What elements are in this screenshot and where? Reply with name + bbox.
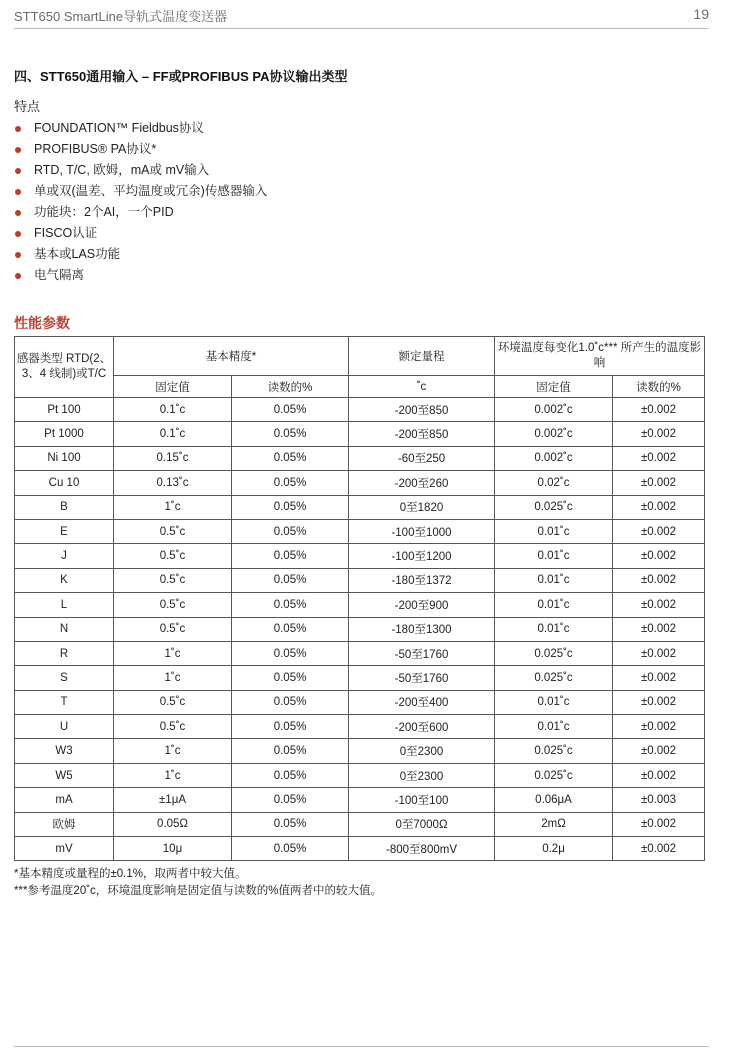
ambient-reading-cell: ±0.002 xyxy=(613,617,705,641)
ambient-reading-cell: ±0.002 xyxy=(613,568,705,592)
fixed-accuracy-cell: 0.5˚c xyxy=(114,593,232,617)
ambient-reading-cell: ±0.002 xyxy=(613,739,705,763)
header-title: STT650 SmartLine导轨式温度变送器 xyxy=(14,9,228,24)
unit-header: ˚c xyxy=(349,376,495,398)
range-cell: -100至100 xyxy=(349,788,495,812)
footer-divider xyxy=(14,1046,709,1047)
table-subheader-row xyxy=(15,376,705,398)
fixed-accuracy-cell: 1˚c xyxy=(114,666,232,690)
reading-accuracy-cell: 0.05% xyxy=(232,593,349,617)
performance-table xyxy=(14,336,705,861)
feature-item xyxy=(14,118,267,139)
range-cell: -200至600 xyxy=(349,715,495,739)
table-row xyxy=(15,495,705,519)
table-row xyxy=(15,617,705,641)
reading-accuracy-cell: 0.05% xyxy=(232,763,349,787)
fixed-accuracy-cell: 0.5˚c xyxy=(114,690,232,714)
range-cell: 0至1820 xyxy=(349,495,495,519)
sensor-cell: R xyxy=(15,641,114,665)
feature-text: FOUNDATION™ Fieldbus协议 xyxy=(34,121,204,135)
range-cell: -50至1760 xyxy=(349,641,495,665)
range-cell: -100至1000 xyxy=(349,519,495,543)
ambient-fixed-cell: 0.01˚c xyxy=(495,715,613,739)
table-row xyxy=(15,519,705,543)
sensor-cell: W3 xyxy=(15,739,114,763)
ambient-fixed-cell: 0.01˚c xyxy=(495,690,613,714)
reading-accuracy-cell: 0.05% xyxy=(232,666,349,690)
range-cell: -50至1760 xyxy=(349,666,495,690)
bullet-dot-icon xyxy=(15,147,21,153)
ambient-fixed-cell: 0.01˚c xyxy=(495,617,613,641)
reading-accuracy-cell: 0.05% xyxy=(232,641,349,665)
feature-text: RTD, T/C, 欧姆，mA或 mV输入 xyxy=(34,163,210,177)
fixed-value-header: 固定值 xyxy=(495,376,613,398)
reading-accuracy-cell: 0.05% xyxy=(232,837,349,861)
fixed-accuracy-cell: 0.05Ω xyxy=(114,812,232,836)
ambient-fixed-cell: 0.002˚c xyxy=(495,398,613,422)
reading-accuracy-cell: 0.05% xyxy=(232,568,349,592)
sensor-cell: J xyxy=(15,544,114,568)
range-cell: 0至2300 xyxy=(349,763,495,787)
reading-accuracy-cell: 0.05% xyxy=(232,690,349,714)
fixed-accuracy-cell: 0.13˚c xyxy=(114,471,232,495)
section-title: 四、STT650通用输入 – FF或PROFIBUS PA协议输出类型 xyxy=(14,69,348,84)
range-cell: 0至2300 xyxy=(349,739,495,763)
ambient-reading-cell: ±0.002 xyxy=(613,666,705,690)
range-cell: -200至850 xyxy=(349,422,495,446)
reading-accuracy-cell: 0.05% xyxy=(232,398,349,422)
ambient-fixed-cell: 0.06μA xyxy=(495,788,613,812)
reading-accuracy-cell: 0.05% xyxy=(232,519,349,543)
ambient-fixed-cell: 2mΩ xyxy=(495,812,613,836)
range-cell: -100至1200 xyxy=(349,544,495,568)
reading-accuracy-cell: 0.05% xyxy=(232,471,349,495)
feature-text: 功能块：2个AI，一个PID xyxy=(34,205,174,219)
fixed-accuracy-cell: 0.5˚c xyxy=(114,519,232,543)
fixed-accuracy-cell: 0.1˚c xyxy=(114,398,232,422)
sensor-cell: Ni 100 xyxy=(15,446,114,470)
feature-item xyxy=(14,202,267,223)
bullet-dot-icon xyxy=(15,252,21,258)
table-row xyxy=(15,544,705,568)
ambient-reading-cell: ±0.002 xyxy=(613,837,705,861)
sensor-cell: U xyxy=(15,715,114,739)
table-row xyxy=(15,471,705,495)
reading-accuracy-cell: 0.05% xyxy=(232,446,349,470)
fixed-accuracy-cell: 10μ xyxy=(114,837,232,861)
range-cell: -200至850 xyxy=(349,398,495,422)
feature-text: 电气隔离 xyxy=(34,268,85,282)
range-cell: -60至250 xyxy=(349,446,495,470)
sensor-cell: L xyxy=(15,593,114,617)
fixed-accuracy-cell: 0.15˚c xyxy=(114,446,232,470)
sensor-cell: mV xyxy=(15,837,114,861)
header-divider xyxy=(14,28,709,29)
range-cell: -200至400 xyxy=(349,690,495,714)
ambient-fixed-cell: 0.002˚c xyxy=(495,446,613,470)
table-header-row xyxy=(15,337,705,376)
features-heading: 特点 xyxy=(14,99,41,114)
ambient-effect-header: 环境温度每变化1.0˚c*** 所产生的温度影响 xyxy=(495,337,705,376)
table-row xyxy=(15,812,705,836)
sensor-cell: S xyxy=(15,666,114,690)
fixed-accuracy-cell: 1˚c xyxy=(114,739,232,763)
table-row xyxy=(15,593,705,617)
feature-item xyxy=(14,160,267,181)
ambient-reading-cell: ±0.002 xyxy=(613,519,705,543)
footnote: ***参考温度20˚c，环境温度影响是固定值与读数的%值两者中的较大值。 xyxy=(14,885,383,897)
fixed-accuracy-cell: 0.5˚c xyxy=(114,715,232,739)
feature-list xyxy=(14,118,267,286)
range-header: 额定量程 xyxy=(349,337,495,376)
reading-percent-header: 读数的% xyxy=(613,376,705,398)
sensor-cell: Pt 1000 xyxy=(15,422,114,446)
table-row xyxy=(15,641,705,665)
fixed-accuracy-cell: 0.5˚c xyxy=(114,544,232,568)
basic-accuracy-header: 基本精度* xyxy=(114,337,349,376)
ambient-reading-cell: ±0.002 xyxy=(613,812,705,836)
ambient-fixed-cell: 0.01˚c xyxy=(495,568,613,592)
fixed-value-header: 固定值 xyxy=(114,376,232,398)
reading-accuracy-cell: 0.05% xyxy=(232,617,349,641)
feature-item xyxy=(14,181,267,202)
ambient-fixed-cell: 0.002˚c xyxy=(495,422,613,446)
footnote: *基本精度或量程的±0.1%，取两者中较大值。 xyxy=(14,868,247,880)
sensor-cell: E xyxy=(15,519,114,543)
sensor-cell: T xyxy=(15,690,114,714)
feature-item xyxy=(14,139,267,160)
ambient-reading-cell: ±0.002 xyxy=(613,593,705,617)
feature-item xyxy=(14,244,267,265)
ambient-fixed-cell: 0.025˚c xyxy=(495,641,613,665)
fixed-accuracy-cell: ±1μA xyxy=(114,788,232,812)
reading-accuracy-cell: 0.05% xyxy=(232,788,349,812)
bullet-dot-icon xyxy=(15,273,21,279)
sensor-cell: mA xyxy=(15,788,114,812)
page-number: 19 xyxy=(693,6,709,22)
fixed-accuracy-cell: 1˚c xyxy=(114,495,232,519)
bullet-dot-icon xyxy=(15,126,21,132)
bullet-dot-icon xyxy=(15,210,21,216)
table-row xyxy=(15,739,705,763)
feature-item xyxy=(14,265,267,286)
ambient-fixed-cell: 0.025˚c xyxy=(495,495,613,519)
reading-percent-header: 读数的% xyxy=(232,376,349,398)
ambient-reading-cell: ±0.002 xyxy=(613,715,705,739)
range-cell: 0至7000Ω xyxy=(349,812,495,836)
feature-item xyxy=(14,223,267,244)
ambient-reading-cell: ±0.002 xyxy=(613,544,705,568)
table-row xyxy=(15,568,705,592)
feature-text: FISCO认证 xyxy=(34,226,98,240)
ambient-reading-cell: ±0.002 xyxy=(613,398,705,422)
table-row xyxy=(15,690,705,714)
page-header xyxy=(14,6,709,28)
reading-accuracy-cell: 0.05% xyxy=(232,715,349,739)
ambient-reading-cell: ±0.002 xyxy=(613,471,705,495)
range-cell: -800至800mV xyxy=(349,837,495,861)
bullet-dot-icon xyxy=(15,189,21,195)
ambient-fixed-cell: 0.025˚c xyxy=(495,666,613,690)
reading-accuracy-cell: 0.05% xyxy=(232,739,349,763)
table-row xyxy=(15,398,705,422)
fixed-accuracy-cell: 0.5˚c xyxy=(114,568,232,592)
fixed-accuracy-cell: 0.5˚c xyxy=(114,617,232,641)
sensor-cell: K xyxy=(15,568,114,592)
ambient-fixed-cell: 0.01˚c xyxy=(495,544,613,568)
table-row xyxy=(15,763,705,787)
sensor-cell: N xyxy=(15,617,114,641)
range-cell: -200至900 xyxy=(349,593,495,617)
sensor-cell: Cu 10 xyxy=(15,471,114,495)
ambient-reading-cell: ±0.002 xyxy=(613,763,705,787)
ambient-reading-cell: ±0.003 xyxy=(613,788,705,812)
sensor-type-header: 感器类型 RTD(2、3、4 线制)或T/C xyxy=(15,337,114,398)
performance-heading: 性能参数 xyxy=(14,315,70,331)
ambient-fixed-cell: 0.01˚c xyxy=(495,593,613,617)
ambient-fixed-cell: 0.01˚c xyxy=(495,519,613,543)
range-cell: -200至260 xyxy=(349,471,495,495)
fixed-accuracy-cell: 1˚c xyxy=(114,641,232,665)
sensor-cell: W5 xyxy=(15,763,114,787)
reading-accuracy-cell: 0.05% xyxy=(232,422,349,446)
sensor-cell: B xyxy=(15,495,114,519)
feature-text: 单或双(温差、平均温度或冗余)传感器输入 xyxy=(34,184,268,198)
range-cell: -180至1300 xyxy=(349,617,495,641)
bullet-dot-icon xyxy=(15,231,21,237)
feature-text: PROFIBUS® PA协议* xyxy=(34,142,157,156)
sensor-cell: Pt 100 xyxy=(15,398,114,422)
table-row xyxy=(15,715,705,739)
table-row xyxy=(15,422,705,446)
reading-accuracy-cell: 0.05% xyxy=(232,812,349,836)
reading-accuracy-cell: 0.05% xyxy=(232,495,349,519)
ambient-reading-cell: ±0.002 xyxy=(613,422,705,446)
ambient-fixed-cell: 0.025˚c xyxy=(495,763,613,787)
ambient-reading-cell: ±0.002 xyxy=(613,641,705,665)
ambient-fixed-cell: 0.025˚c xyxy=(495,739,613,763)
ambient-reading-cell: ±0.002 xyxy=(613,495,705,519)
ambient-reading-cell: ±0.002 xyxy=(613,690,705,714)
ambient-fixed-cell: 0.02˚c xyxy=(495,471,613,495)
table-row xyxy=(15,446,705,470)
feature-text: 基本或LAS功能 xyxy=(34,247,121,261)
fixed-accuracy-cell: 0.1˚c xyxy=(114,422,232,446)
ambient-reading-cell: ±0.002 xyxy=(613,446,705,470)
reading-accuracy-cell: 0.05% xyxy=(232,544,349,568)
table-row xyxy=(15,666,705,690)
sensor-cell: 欧姆 xyxy=(15,812,114,836)
fixed-accuracy-cell: 1˚c xyxy=(114,763,232,787)
table-row xyxy=(15,788,705,812)
ambient-fixed-cell: 0.2μ xyxy=(495,837,613,861)
range-cell: -180至1372 xyxy=(349,568,495,592)
table-row xyxy=(15,837,705,861)
bullet-dot-icon xyxy=(15,168,21,174)
